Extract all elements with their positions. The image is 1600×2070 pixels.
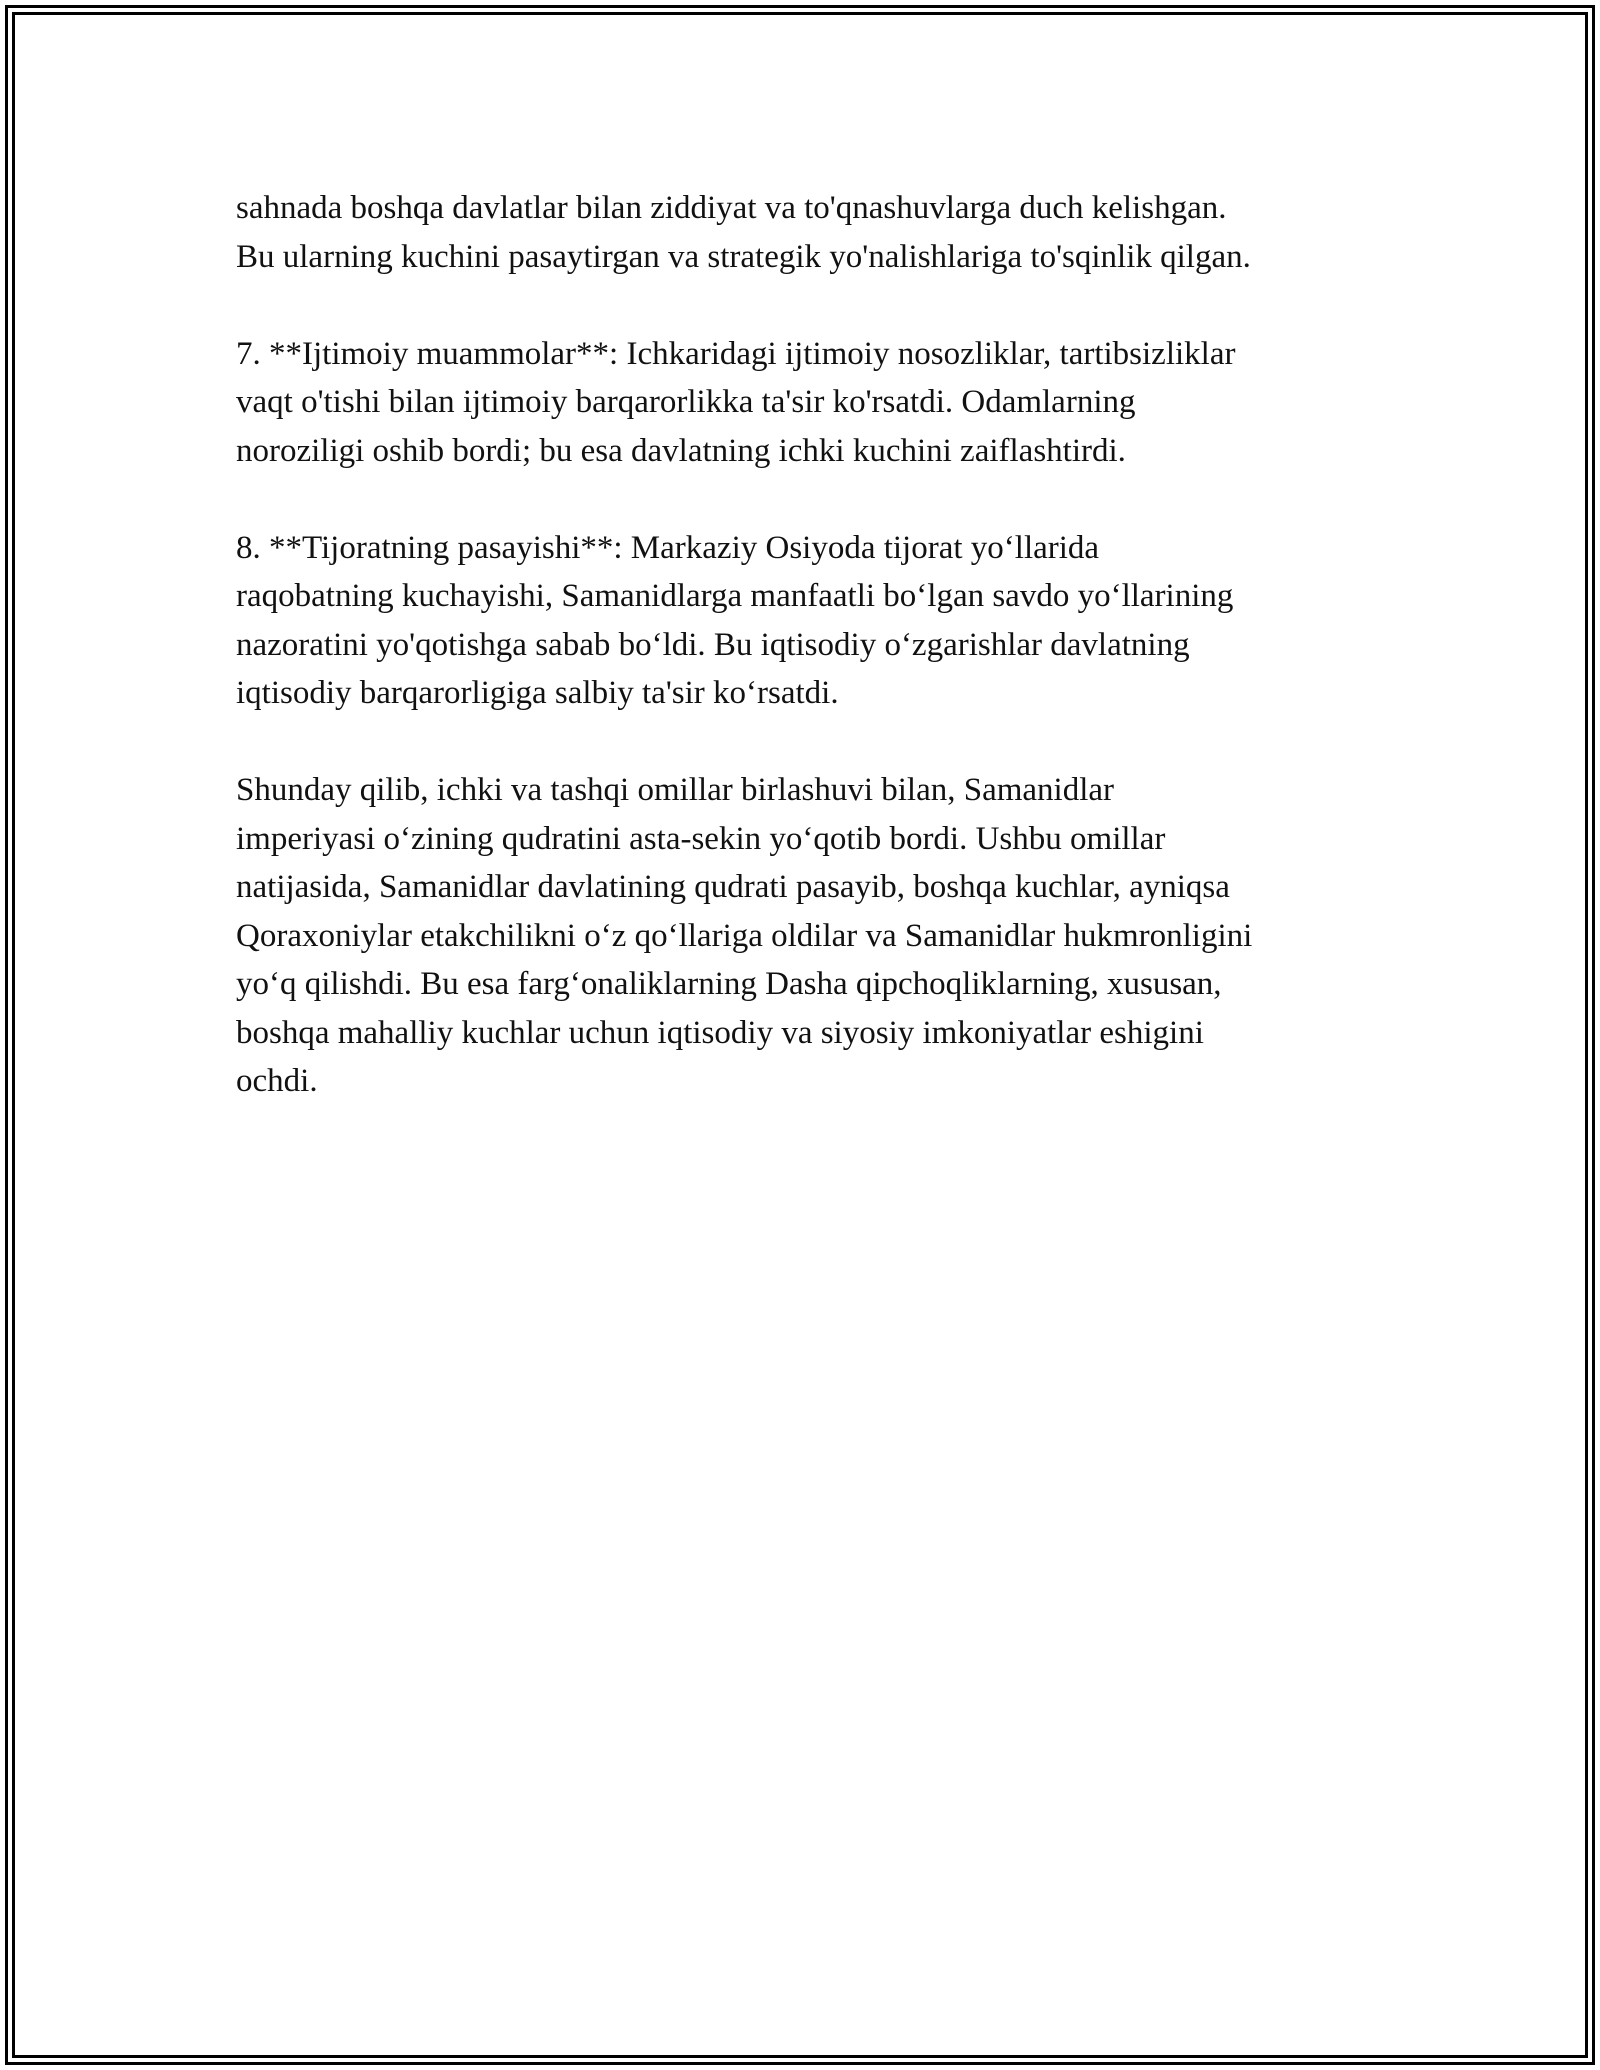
text-line: Bu ularning kuchini pasaytirgan va strategik yo'nalishlariga to'sqinlik qilgan. [236,238,1251,275]
text-line: imperiyasi o‘zining qudratini asta-sekin yo‘qotib bordi. Ushbu omillar [236,820,1166,857]
text-line: iqtisodiy barqarorligiga salbiy ta'sir ko‘rsatdi. [236,675,839,711]
text-line: ochdi. [236,1063,318,1099]
text-line: natijasida, Samanidlar davlatining qudrati pasayib, boshqa kuchlar, ayniqsa [236,869,1230,905]
text-line: noroziligi oshib bordi; bu esa davlatning ichki kuchini zaiflashtirdi. [236,432,1126,469]
paragraph-2 [236,330,1386,476]
text-line: nazoratini yo'qotishga sabab bo‘ldi. Bu iqtisodiy o‘zgarishlar davlatning [236,626,1190,663]
text-line: yo‘q qilishdi. Bu esa farg‘onaliklarning Dasha qipchoqliklarning, xususan, [236,966,1222,1002]
text-line: sahnada boshqa davlatlar bilan ziddiyat va to'qnashuvlarga duch kelishgan. [236,190,1227,226]
paragraph-1 [236,184,1386,281]
text-line: 8. **Tijoratning pasayishi**: Markaziy Osiyoda tijorat yo‘llarida [236,529,1100,566]
text-line: vaqt o'tishi bilan ijtimoiy barqarorlikka ta'sir ko'rsatdi. Odamlarning [236,384,1136,420]
text-line: Qoraxoniylar etakchilikni o‘z qo‘llariga oldilar va Samanidlar hukmronligini [236,917,1253,954]
text-line: 7. **Ijtimoiy muammolar**: Ichkaridagi ijtimoiy nosozliklar, tartibsizliklar [236,335,1236,372]
document-body [236,184,1386,1154]
text-line: boshqa mahalliy kuchlar uchun iqtisodiy va siyosiy imkoniyatlar eshigini [236,1014,1204,1051]
text-line: Shunday qilib, ichki va tashqi omillar birlashuvi bilan, Samanidlar [236,772,1115,808]
text-line: raqobatning kuchayishi, Samanidlarga manfaatli bo‘lgan savdo yo‘llarining [236,578,1234,614]
paragraph-4 [236,766,1386,1106]
paragraph-3 [236,524,1386,718]
